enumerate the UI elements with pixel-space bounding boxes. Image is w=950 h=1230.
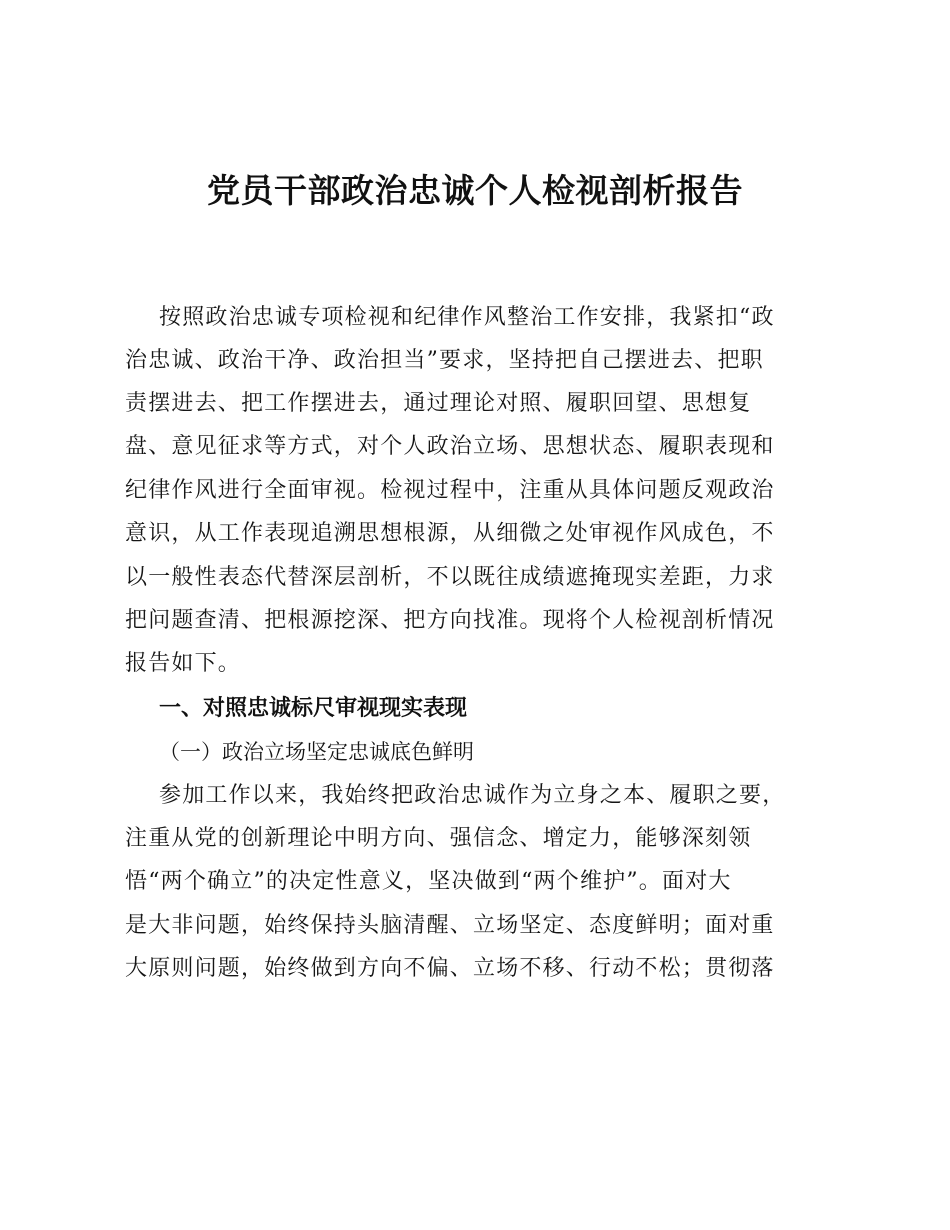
body-line: 参加工作以来，我始终把政治忠诚作为立身之本、履职之要， — [159, 783, 786, 808]
body-line: 是大非问题，始终保持头脑清醒、立场坚定、态度鲜明；面对重 — [125, 913, 775, 938]
intro-line: 意识，从工作表现追溯思想根源，从细微之处审视作风成色，不 — [125, 521, 775, 546]
body-line: 大原则问题，始终做到方向不偏、立场不移、行动不松；贯彻落 — [125, 956, 775, 981]
intro-line: 治忠诚、政治干净、政治担当”要求，坚持把自己摆进去、把职 — [125, 348, 764, 373]
body-line: 注重从党的创新理论中明方向、强信念、增定力，能够深刻领 — [125, 826, 752, 851]
subsection-heading: （一）政治立场坚定忠诚底色鲜明 — [159, 740, 474, 764]
intro-line: 盘、意见征求等方式，对个人政治立场、思想状态、履职表现和 — [125, 434, 775, 459]
section-heading: 一、对照忠诚标尺审视现实表现 — [159, 696, 468, 721]
intro-line: 纪律作风进行全面审视。检视过程中，注重从具体问题反观政治 — [125, 478, 775, 503]
document-title: 党员干部政治忠诚个人检视剖析报告 — [207, 171, 743, 210]
intro-line: 责摆进去、把工作摆进去，通过理论对照、履职回望、思想复 — [125, 391, 752, 416]
intro-line: 把问题查清、把根源挖深、把方向找准。现将个人检视剖析情况 — [125, 608, 775, 633]
body-line: 悟“两个确立”的决定性意义，坚决做到“两个维护”。面对大 — [125, 869, 732, 894]
intro-line: 按照政治忠诚专项检视和纪律作风整治工作安排，我紧扣“政 — [159, 305, 775, 330]
intro-line: 报告如下。 — [125, 651, 242, 676]
intro-line: 以一般性表态代替深层剖析，不以既往成绩遮掩现实差距，力求 — [125, 565, 775, 590]
